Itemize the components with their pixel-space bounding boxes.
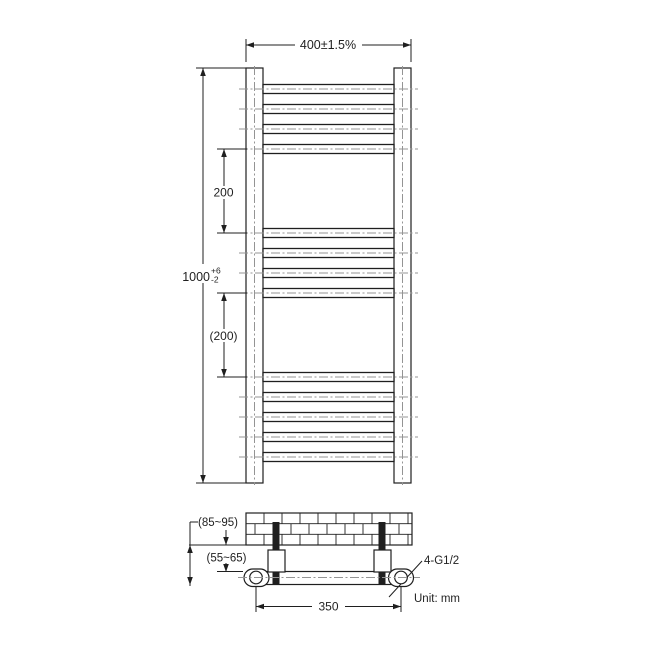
wall-to-inner-label: (55~65) — [206, 552, 247, 565]
left-rod-end — [273, 572, 280, 585]
upper-gap-label: 200 — [213, 185, 234, 200]
wall-brackets — [268, 550, 391, 572]
right-rod-end — [379, 572, 386, 585]
height-tolerance-plus: +6 — [211, 265, 221, 276]
left-bracket — [268, 550, 285, 572]
tube-layer — [239, 85, 418, 462]
right-rod — [379, 522, 386, 551]
wall-to-outer-label: (85~95) — [198, 517, 238, 529]
connection-spec-label: 4-G1/2 — [424, 555, 460, 567]
right-bracket — [374, 550, 391, 572]
left-rod — [273, 522, 280, 551]
lower-gap-label: (200) — [209, 329, 238, 343]
height-dimension-label: 1000 — [182, 270, 210, 284]
width-dimension-label: 400±1.5% — [299, 38, 357, 52]
wall-section — [246, 513, 412, 545]
bracket-centers-label: 350 — [318, 599, 339, 614]
height-tolerance-minus: -2 — [211, 274, 219, 285]
unit-label: Unit: mm — [414, 593, 460, 605]
